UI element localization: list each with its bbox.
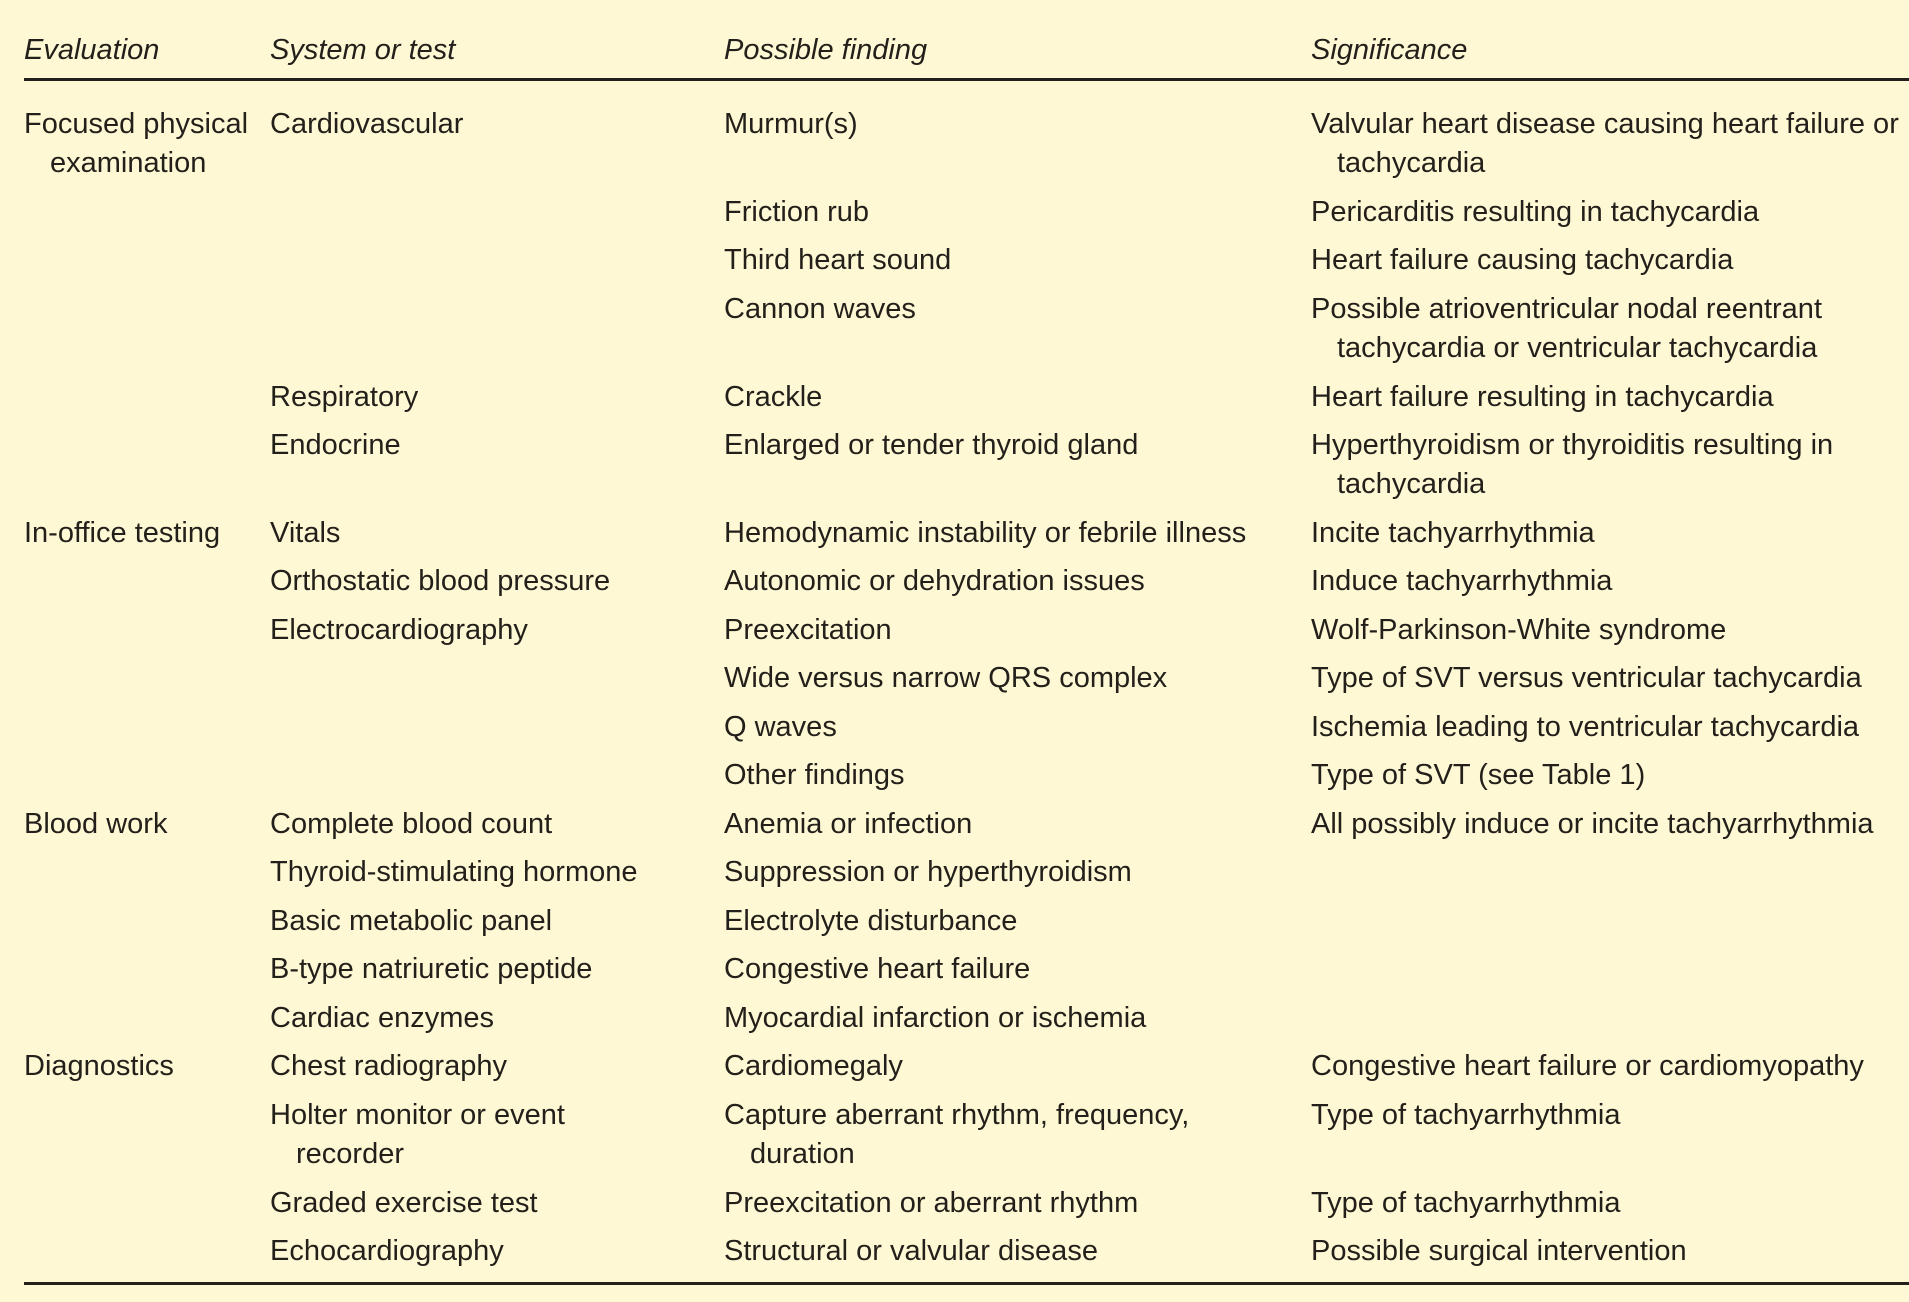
significance-cell: Hyperthyroidism or thyroiditis resulting in tachycardia — [1311, 429, 1834, 500]
system-cell: Graded exercise test — [270, 1187, 538, 1219]
significance-cell: Incite tachyarrhythmia — [1311, 517, 1595, 549]
evaluation-blood-work: Blood work — [24, 808, 168, 840]
system-cell: Respiratory — [270, 381, 419, 413]
significance-cell: Heart failure causing tachycardia — [1311, 244, 1734, 276]
finding-cell: Congestive heart failure — [724, 953, 1031, 985]
finding-cell: Preexcitation or aberrant rhythm — [724, 1187, 1139, 1219]
header-possible-finding: Possible finding — [724, 34, 928, 66]
significance-cell: Wolf-Parkinson-White syndrome — [1311, 614, 1727, 646]
system-cell: Echocardiography — [270, 1235, 504, 1267]
system-cell: Holter monitor or event recorder — [270, 1099, 565, 1170]
system-cell: Endocrine — [270, 429, 401, 461]
finding-cell: Q waves — [724, 711, 837, 743]
finding-cell: Autonomic or dehydration issues — [724, 565, 1145, 597]
finding-cell: Preexcitation — [724, 614, 892, 646]
system-cell: Complete blood count — [270, 808, 553, 840]
evaluation-diagnostics: Diagnostics — [24, 1050, 174, 1082]
system-cell: Vitals — [270, 517, 341, 549]
system-cell: Basic metabolic panel — [270, 905, 553, 937]
finding-cell: Third heart sound — [724, 244, 952, 276]
system-cell: Cardiac enzymes — [270, 1002, 495, 1034]
finding-cell: Structural or valvular disease — [724, 1235, 1098, 1267]
finding-cell: Wide versus narrow QRS complex — [724, 662, 1168, 694]
finding-cell: Myocardial infarction or ischemia — [724, 1002, 1147, 1034]
system-cell: Thyroid-stimulating hormone — [270, 856, 638, 888]
evaluation-focused-physical-examination: Focused physical examination — [24, 108, 249, 179]
significance-cell: Possible atrioventricular nodal reentrant tachycardia or ventricular tachycardia — [1311, 293, 1822, 364]
evaluation-in-office-testing: In-office testing — [24, 517, 221, 549]
finding-cell: Cannon waves — [724, 293, 916, 325]
header-evaluation: Evaluation — [24, 34, 160, 66]
header-significance: Significance — [1311, 34, 1468, 66]
header-divider — [24, 78, 1909, 81]
significance-cell: Ischemia leading to ventricular tachycardia — [1311, 711, 1860, 743]
finding-cell: Cardiomegaly — [724, 1050, 903, 1082]
finding-cell: Hemodynamic instability or febrile illness — [724, 517, 1247, 549]
finding-cell: Capture aberrant rhythm, frequency, duration — [724, 1099, 1190, 1170]
significance-cell: Induce tachyarrhythmia — [1311, 565, 1613, 597]
finding-cell: Suppression or hyperthyroidism — [724, 856, 1132, 888]
system-cell: Electrocardiography — [270, 614, 528, 646]
table-header — [24, 30, 1909, 70]
header-system-or-test: System or test — [270, 34, 456, 66]
table-bottom-rule — [24, 1282, 1909, 1285]
significance-cell: Type of tachyarrhythmia — [1311, 1099, 1621, 1131]
system-cell: Orthostatic blood pressure — [270, 565, 611, 597]
system-cell: B-type natriuretic peptide — [270, 953, 593, 985]
finding-cell: Other findings — [724, 759, 905, 791]
system-cell: Chest radiography — [270, 1050, 507, 1082]
significance-cell: Congestive heart failure or cardiomyopathy — [1311, 1050, 1864, 1082]
finding-cell: Friction rub — [724, 196, 870, 228]
significance-cell: Pericarditis resulting in tachycardia — [1311, 196, 1760, 228]
finding-cell: Enlarged or tender thyroid gland — [724, 429, 1139, 461]
finding-cell: Electrolyte disturbance — [724, 905, 1018, 937]
finding-cell: Crackle — [724, 381, 823, 413]
finding-cell: Anemia or infection — [724, 808, 973, 840]
significance-cell: Type of tachyarrhythmia — [1311, 1187, 1621, 1219]
significance-cell: Heart failure resulting in tachycardia — [1311, 381, 1774, 413]
system-cell: Cardiovascular — [270, 108, 464, 140]
significance-cell: Type of SVT versus ventricular tachycardia — [1311, 662, 1862, 694]
significance-cell: Valvular heart disease causing heart failure or tachycardia — [1311, 108, 1899, 179]
significance-cell: Possible surgical intervention — [1311, 1235, 1687, 1267]
finding-cell: Murmur(s) — [724, 108, 858, 140]
significance-cell: Type of SVT (see Table 1) — [1311, 759, 1646, 791]
significance-cell: All possibly induce or incite tachyarrhythmia — [1311, 808, 1874, 840]
